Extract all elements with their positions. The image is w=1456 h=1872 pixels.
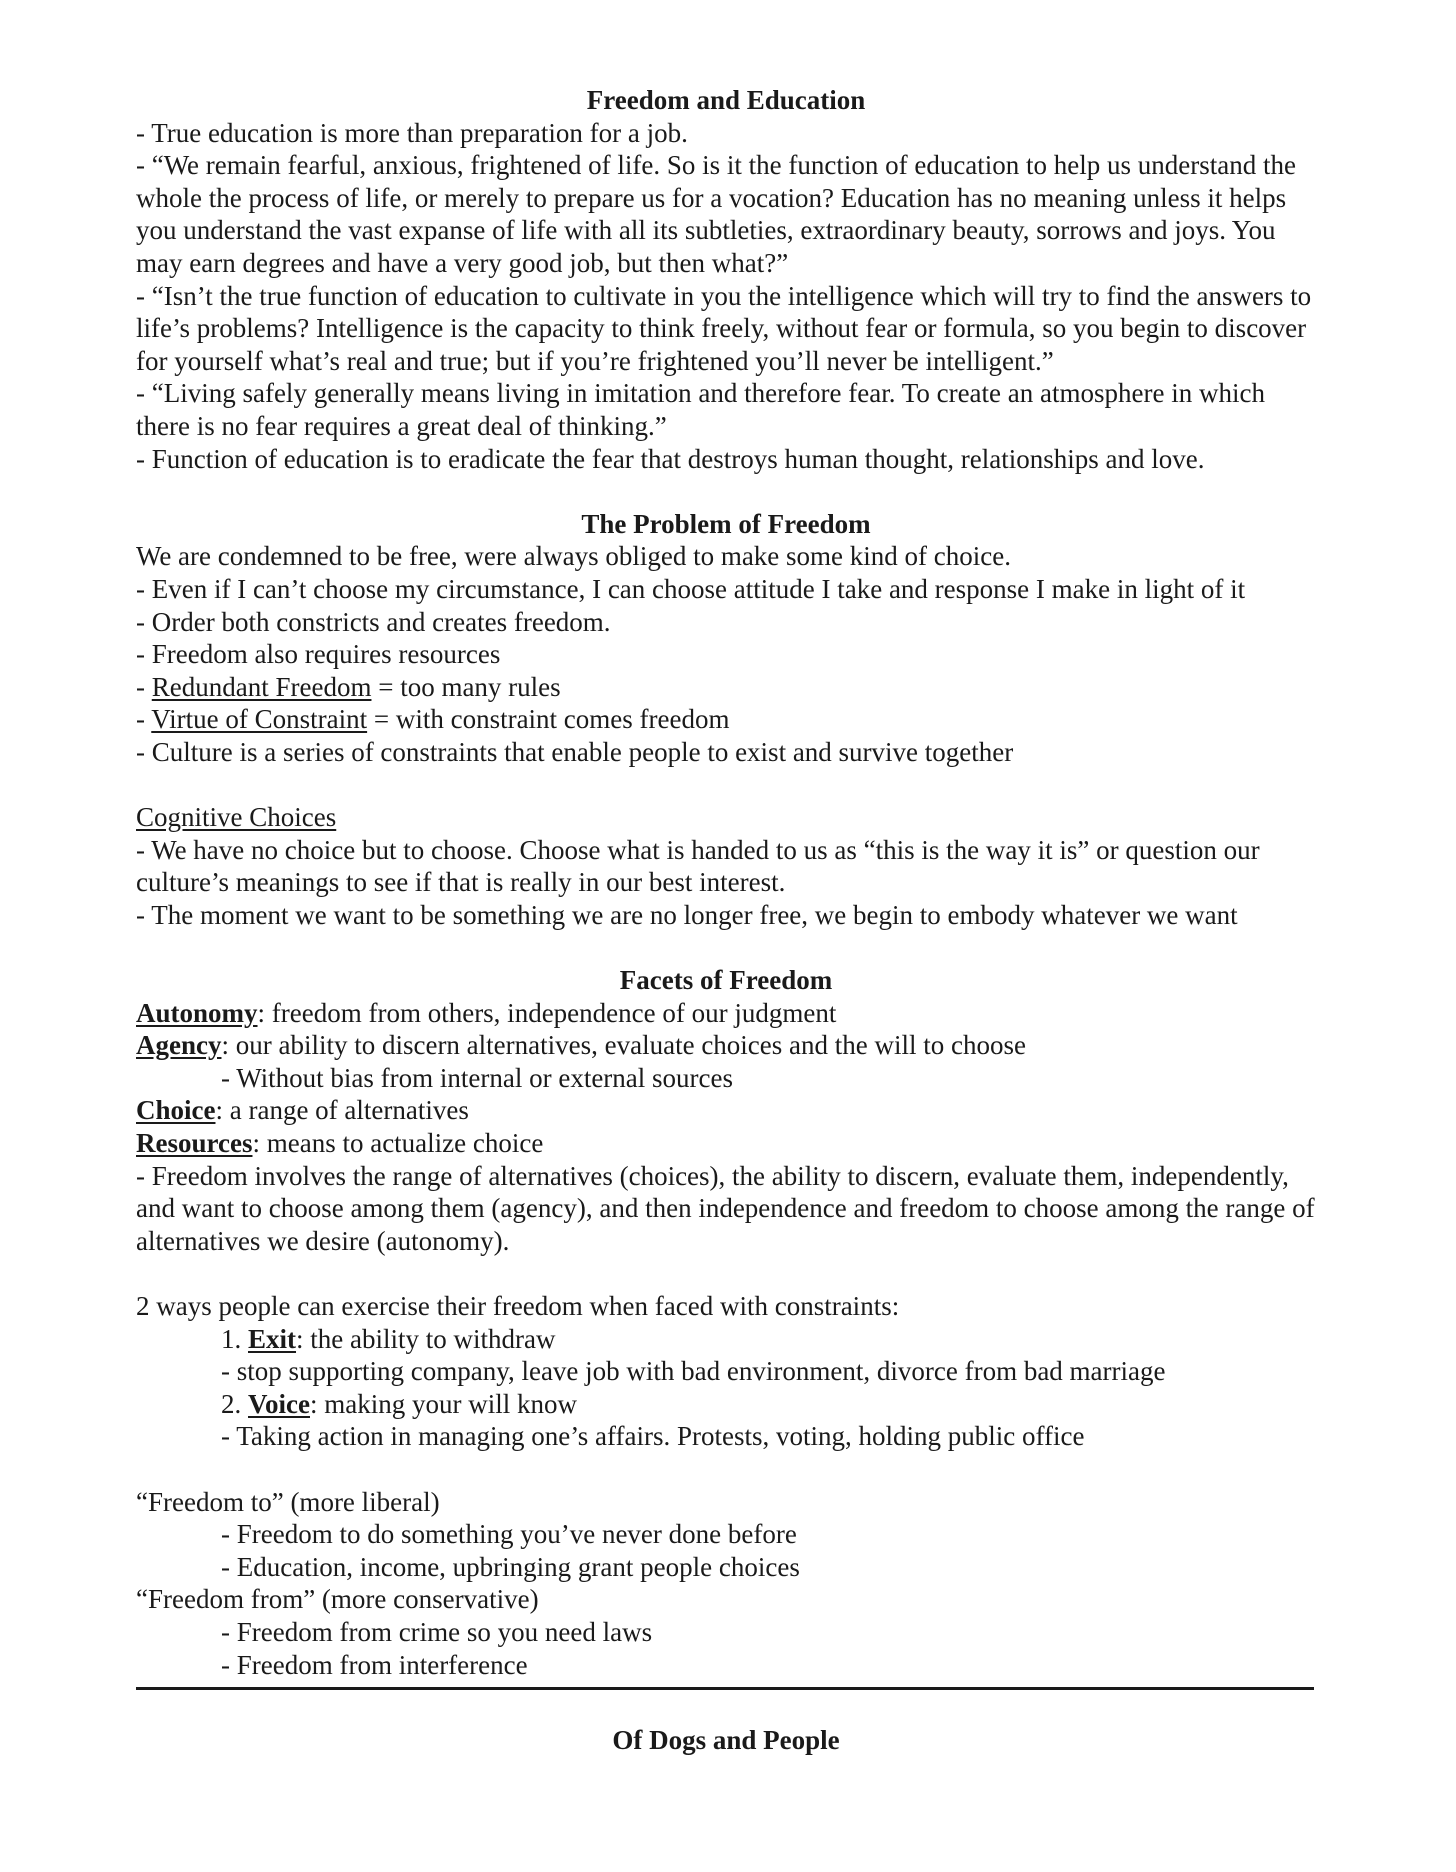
paragraph: We are condemned to be free, were always obliged to make some kind of choice.: [136, 541, 1011, 572]
definition-text: : a range of alternatives: [215, 1095, 469, 1126]
paragraph: - Function of education is to eradicate the fear that destroys human thought, relationships and love.: [136, 443, 1205, 474]
spacer: [136, 1453, 1316, 1486]
list-item-exit: [136, 1323, 1316, 1356]
paragraph-redundant-freedom: [136, 671, 1316, 704]
definition-agency: [136, 1029, 1316, 1062]
definition: = too many rules: [371, 671, 561, 702]
subheading-cognitive-choices: Cognitive Choices: [136, 802, 337, 833]
paragraph: - “We remain fearful, anxious, frightened of life. So is it the function of education to help us understand the whole the process of life, or merely to prepare us for a vocation? Education has no meaning unless it helps you understand the vast expanse of life with all its subtleties, extraordinary beauty, sorrows and joys. You may earn degrees and have a very good job, but then what?”: [136, 150, 1296, 278]
sub-bullet: - Freedom from interference: [221, 1649, 528, 1680]
spacer: [136, 1690, 1316, 1724]
paragraph: - Freedom involves the range of alternatives (choices), the ability to discern, evaluate them, independently, and want to choose among them (agency), and then independence and freedom to choose among the range of alternatives we desire (autonomy).: [136, 1160, 1315, 1256]
term-agency: Agency: [136, 1030, 222, 1061]
paragraph: - “Isn’t the true function of education to cultivate in you the intelligence which will try to find the answers to life’s problems? Intelligence is the capacity to think freely, without fear or formula, so you begin to discover for yourself what’s real and true; but if you’re frightened you’ll never be intelligent.”: [136, 280, 1312, 376]
term-voice: Voice: [248, 1388, 310, 1419]
definition-text: : freedom from others, independence of our judgment: [257, 997, 837, 1028]
definition-choice: [136, 1094, 1316, 1127]
sub-bullet: - Education, income, upbringing grant people choices: [221, 1551, 800, 1582]
sub-bullet: - Taking action in managing one’s affairs. Protests, voting, holding public office: [221, 1421, 1085, 1452]
bullet-prefix: -: [136, 704, 152, 735]
definition-text: : means to actualize choice: [252, 1128, 544, 1158]
paragraph: - Even if I can’t choose my circumstance, I can choose attitude I take and response I make in light of it: [136, 573, 1246, 604]
heading-problem-of-freedom: The Problem of Freedom: [581, 508, 871, 539]
sub-bullet: - Freedom to do something you’ve never done before: [221, 1519, 797, 1550]
definition-autonomy: [136, 997, 1316, 1030]
definition-text: : our ability to discern alternatives, evaluate choices and the will to choose: [221, 1030, 1026, 1061]
spacer: [136, 768, 1316, 801]
term-virtue-of-constraint: Virtue of Constraint: [151, 704, 368, 735]
paragraph: - The moment we want to be something we are no longer free, we begin to embody whatever we want: [136, 899, 1238, 930]
document-page: [136, 84, 1316, 1757]
heading-freedom-and-education: Freedom and Education: [586, 85, 866, 115]
term-choice: Choice: [136, 1095, 216, 1126]
spacer: [136, 475, 1316, 508]
paragraph: - Freedom also requires resources: [136, 639, 501, 670]
term-exit: Exit: [248, 1323, 297, 1354]
list-number: 2.: [221, 1388, 248, 1419]
term-autonomy: Autonomy: [136, 997, 258, 1028]
paragraph: 2 ways people can exercise their freedom when faced with constraints:: [136, 1290, 900, 1321]
paragraph-virtue-of-constraint: [136, 703, 1316, 736]
paragraph: - We have no choice but to choose. Choose what is handed to us as “this is the way it is” or question our culture’s meanings to see if that is really in our best interest.: [136, 834, 1260, 898]
paragraph: - “Living safely generally means living in imitation and therefore fear. To create an atmosphere in which there is no fear requires a great deal of thinking.”: [136, 378, 1265, 441]
definition: = with constraint comes freedom: [367, 704, 730, 735]
list-item-voice: [136, 1388, 1316, 1421]
term-resources: Resources: [136, 1128, 253, 1158]
term-redundant-freedom: Redundant Freedom: [151, 671, 372, 702]
bullet-prefix: -: [136, 671, 152, 702]
freedom-from-heading: “Freedom from” (more conservative): [136, 1584, 539, 1615]
spacer: [136, 931, 1316, 964]
heading-of-dogs-and-people: Of Dogs and People: [612, 1725, 840, 1756]
paragraph: - Culture is a series of constraints that enable people to exist and survive together: [136, 736, 1014, 767]
sub-bullet: - Without bias from internal or external sources: [221, 1062, 734, 1093]
paragraph: - Order both constricts and creates freedom.: [136, 606, 611, 637]
freedom-to-heading: “Freedom to” (more liberal): [136, 1486, 440, 1517]
sub-bullet: - Freedom from crime so you need laws: [221, 1616, 653, 1647]
spacer: [136, 1257, 1316, 1290]
sub-bullet: - stop supporting company, leave job with bad environment, divorce from bad marriage: [221, 1356, 1166, 1387]
heading-facets-of-freedom: Facets of Freedom: [619, 965, 833, 996]
definition-text: : making your will know: [310, 1388, 577, 1419]
definition-text: : the ability to withdraw: [296, 1323, 556, 1354]
definition-resources: [136, 1127, 1316, 1160]
paragraph: - True education is more than preparation for a job.: [136, 117, 688, 148]
list-number: 1.: [221, 1323, 248, 1354]
